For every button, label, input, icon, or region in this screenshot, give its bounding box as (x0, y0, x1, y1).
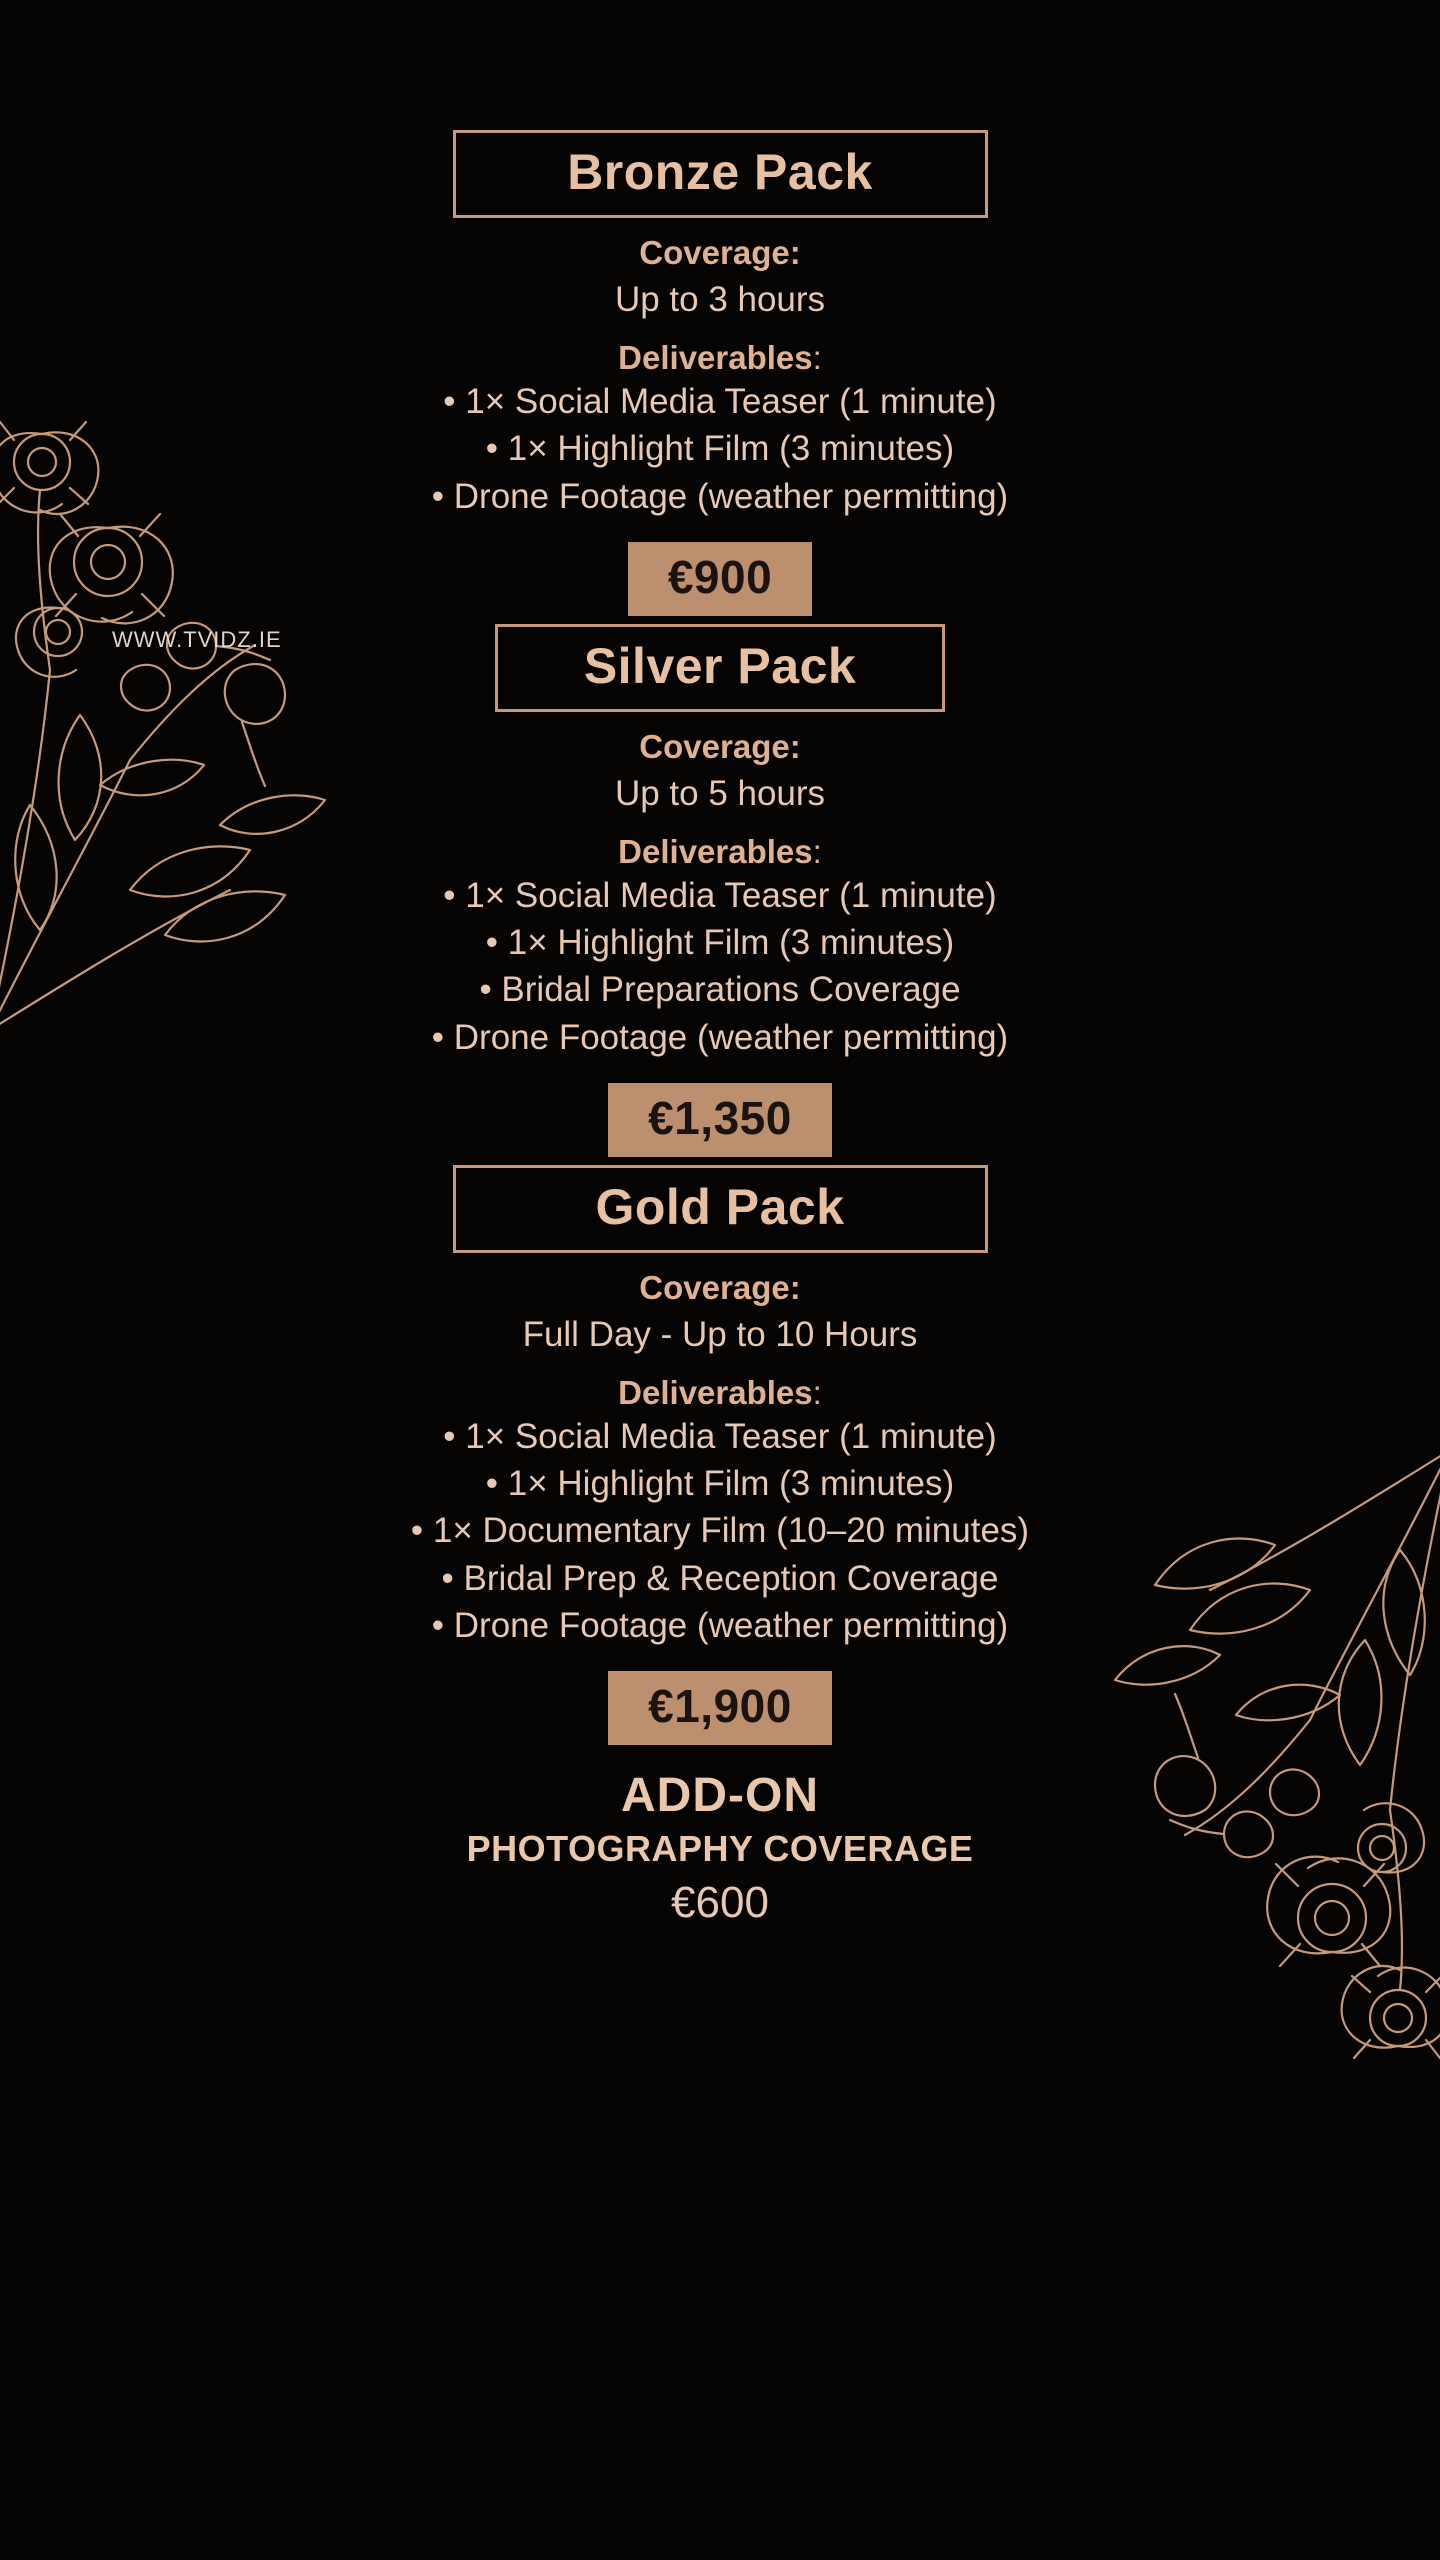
deliverable-item: • Drone Footage (weather permitting) (431, 1605, 1009, 1645)
deliverables-word-bronze: Deliverables (618, 338, 813, 376)
package-title-gold: Gold Pack (453, 1165, 988, 1253)
deliverable-item: • Drone Footage (weather permitting) (431, 1017, 1009, 1057)
deliverable-item: • 1× Social Media Teaser (1 minute) (443, 382, 997, 421)
package-card-gold (0, 1165, 1440, 1745)
deliverable-item: • 1× Social Media Teaser (1 minute) (443, 1416, 997, 1456)
packages-list (0, 130, 1440, 1927)
coverage-value-gold: Full Day - Up to 10 Hours (522, 1315, 918, 1354)
addon-price: €600 (671, 1877, 769, 1927)
deliverables-word-gold: Deliverables (618, 1373, 813, 1411)
package-price-bronze: €900 (628, 542, 812, 616)
package-price-gold: €1,900 (608, 1671, 832, 1745)
deliverable-item: • 1× Highlight Film (3 minutes) (485, 923, 955, 962)
coverage-value-bronze: Up to 3 hours (614, 280, 826, 320)
deliverable-item: • 1× Documentary Film (10–20 minutes) (410, 1511, 1030, 1551)
addon-title: ADD-ON (621, 1769, 819, 1822)
coverage-label-bronze: Coverage: (639, 234, 801, 271)
deliverables-colon-gold: : (812, 1373, 822, 1411)
deliverable-item: • 1× Social Media Teaser (1 minute) (443, 875, 997, 915)
deliverables-label-bronze (618, 337, 822, 378)
deliverables-colon-bronze: : (812, 338, 822, 376)
package-price-silver: €1,350 (608, 1083, 832, 1157)
deliverable-item: • Bridal Preparations Coverage (479, 970, 961, 1010)
deliverables-word-silver: Deliverables (618, 832, 813, 870)
package-title-bronze: Bronze Pack (453, 130, 988, 218)
site-watermark: WWW.TVIDZ.IE (112, 627, 282, 652)
deliverables-label-silver (618, 831, 822, 872)
coverage-label-silver: Coverage: (639, 727, 801, 765)
deliverables-label-gold (618, 1372, 822, 1413)
coverage-label-gold: Coverage: (639, 1268, 801, 1306)
deliverable-item: • 1× Highlight Film (3 minutes) (485, 429, 955, 469)
package-card-bronze (0, 130, 1440, 616)
deliverables-colon-silver: : (812, 832, 822, 870)
package-title-silver: Silver Pack (495, 624, 945, 712)
deliverable-item: • 1× Highlight Film (3 minutes) (485, 1464, 955, 1503)
package-card-silver (0, 624, 1440, 1157)
deliverable-item: • Bridal Prep & Reception Coverage (441, 1558, 999, 1598)
addon-section (467, 1771, 974, 1927)
addon-subtitle: PHOTOGRAPHY COVERAGE (466, 1828, 974, 1870)
deliverable-item: • Drone Footage (weather permitting) (431, 476, 1009, 516)
coverage-value-silver: Up to 5 hours (614, 774, 826, 813)
